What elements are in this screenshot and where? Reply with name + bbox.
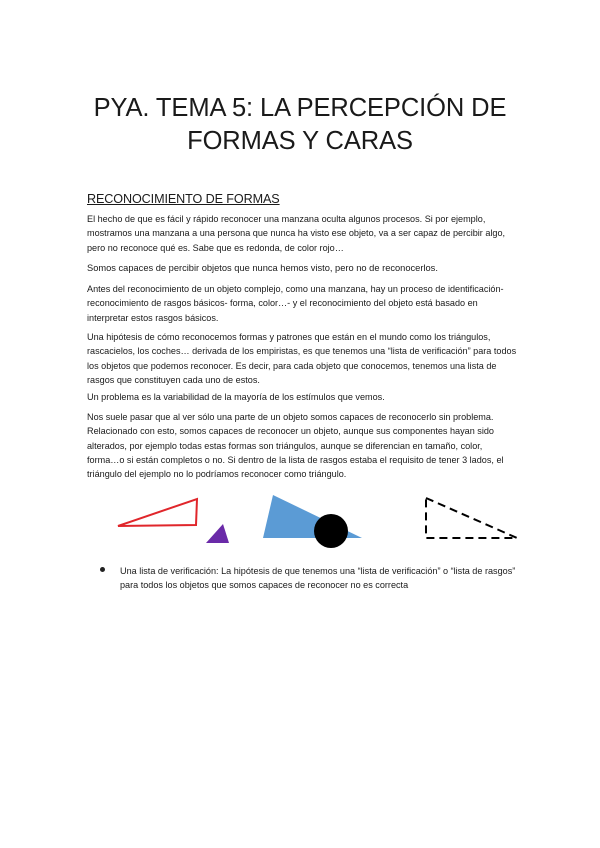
paragraph-2: Somos capaces de percibir objetos que nunca hemos visto, pero no de reconocerlos. [87, 263, 438, 273]
bullet-icon [100, 567, 105, 572]
paragraph-1: El hecho de que es fácil y rápido reconocer una manzana oculta algunos procesos. Si por ejemplo, mostramos una manzana a una persona que nunca ha visto ese objeto, va a ser capaz de percibir algo, pero no reconoce qué es. Sabe que es redonda, de color rojo… [87, 214, 506, 253]
paragraph-6: Nos suele pasar que al ver sólo una parte de un objeto somos capaces de reconocerlo sin problema. Relacionado con esto, somos capaces de reconocer un objeto, aunque sus componentes hayan sido alterados, por ejemplo todas estas formas son triángulos, aunque se diferencian en tamaño, color, forma…o si están completos o no. Si dentro de la lista de rasgos estaba el requisito de tener 3 lados, el triángulo del ejemplo no lo podríamos reconocer como triángulo. [87, 412, 504, 480]
red-outline-triangle [118, 499, 197, 526]
paragraph-5: Un problema es la variabilidad de la mayoría de los estímulos que vemos. [87, 392, 385, 402]
page-title: PYA. TEMA 5: LA PERCEPCIÓN DE FORMAS Y CARAS [93, 94, 507, 155]
section-heading: RECONOCIMIENTO DE FORMAS [87, 192, 280, 206]
paragraph-3: Antes del reconocimiento de un objeto complejo, como una manzana, hay un proceso de identificación-reconocimiento de rasgos básicos- forma, color…- y el reconocimiento del objeto está basado en interpretar estos rasgos básicos. [87, 284, 504, 323]
black-circle [314, 514, 348, 548]
purple-triangle [206, 524, 229, 543]
triangles-figure [0, 490, 600, 550]
dashed-triangle [426, 498, 517, 538]
paragraph-4: Una hipótesis de cómo reconocemos formas y patrones que están en el mundo como los triángulos, rascacielos, los coches… derivada de los empiristas, es que tenemos una “lista de verificación” para todos los objetos que podemos reconocer. Es decir, para cada objeto que conocemos, tenemos una lista de rasgos que constituyen cada uno de estos. [87, 332, 517, 385]
bullet-text: Una lista de verificación: La hipótesis de que tenemos una “lista de verificación” o “lista de rasgos” para todos los objetos que somos capaces de reconocer no es correcta [120, 566, 516, 591]
